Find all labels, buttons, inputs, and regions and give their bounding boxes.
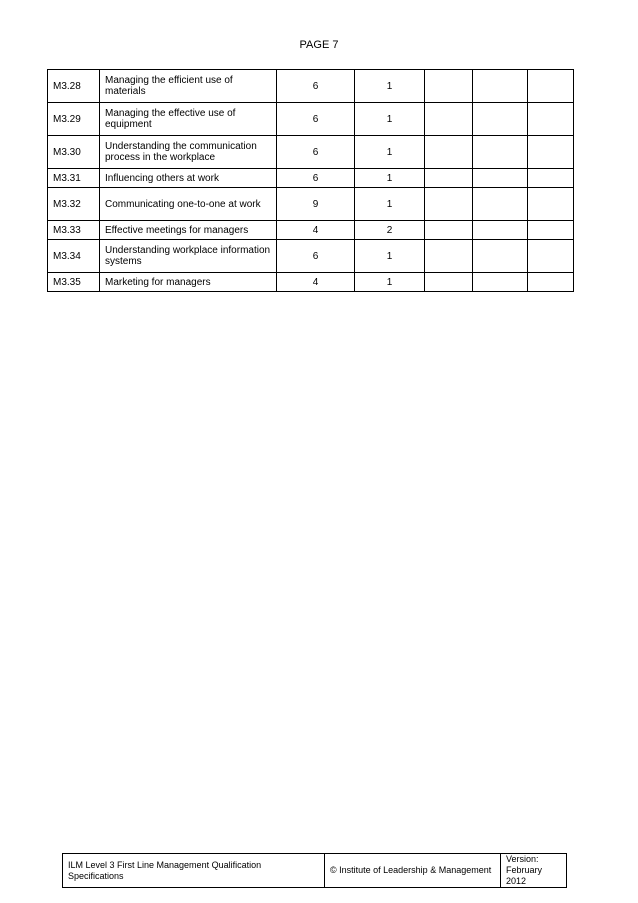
unit-title: Marketing for managers — [100, 273, 277, 292]
unit-credits: 6 — [277, 169, 355, 188]
unit-level-col: 1 — [355, 136, 425, 169]
empty-cell — [528, 221, 574, 240]
empty-cell — [473, 169, 528, 188]
unit-credits: 6 — [277, 70, 355, 103]
table-row — [48, 240, 574, 273]
unit-level-col: 1 — [355, 169, 425, 188]
unit-code: M3.32 — [48, 188, 100, 221]
unit-level-col: 1 — [355, 188, 425, 221]
empty-cell — [528, 169, 574, 188]
unit-code: M3.33 — [48, 221, 100, 240]
unit-credits: 9 — [277, 188, 355, 221]
empty-cell — [425, 188, 473, 221]
unit-level-col: 1 — [355, 273, 425, 292]
unit-code: M3.30 — [48, 136, 100, 169]
table-row — [48, 136, 574, 169]
unit-code: M3.31 — [48, 169, 100, 188]
footer-copyright: © Institute of Leadership & Management — [325, 854, 501, 888]
unit-credits: 4 — [277, 221, 355, 240]
unit-code: M3.29 — [48, 103, 100, 136]
footer-version: Version: February 2012 — [501, 854, 567, 888]
unit-title: Managing the efficient use of materials — [100, 70, 277, 103]
empty-cell — [473, 188, 528, 221]
table-row — [48, 188, 574, 221]
empty-cell — [473, 70, 528, 103]
unit-title: Managing the effective use of equipment — [100, 103, 277, 136]
page-footer — [62, 853, 567, 888]
table-row — [48, 273, 574, 292]
unit-title: Effective meetings for managers — [100, 221, 277, 240]
unit-title: Communicating one-to-one at work — [100, 188, 277, 221]
empty-cell — [425, 70, 473, 103]
empty-cell — [473, 221, 528, 240]
empty-cell — [528, 240, 574, 273]
empty-cell — [528, 70, 574, 103]
empty-cell — [528, 273, 574, 292]
unit-title: Understanding the communication process in the workplace — [100, 136, 277, 169]
empty-cell — [425, 169, 473, 188]
page-title: PAGE 7 — [299, 39, 339, 51]
unit-level-col: 1 — [355, 70, 425, 103]
unit-code: M3.28 — [48, 70, 100, 103]
empty-cell — [473, 136, 528, 169]
empty-cell — [473, 103, 528, 136]
table-row — [48, 169, 574, 188]
unit-level-col: 1 — [355, 103, 425, 136]
unit-level-col: 1 — [355, 240, 425, 273]
table-row — [48, 221, 574, 240]
empty-cell — [425, 240, 473, 273]
footer-spec-title: ILM Level 3 First Line Management Qualification Specifications — [63, 854, 325, 888]
unit-credits: 6 — [277, 136, 355, 169]
table-row — [48, 70, 574, 103]
empty-cell — [473, 273, 528, 292]
empty-cell — [528, 136, 574, 169]
empty-cell — [528, 103, 574, 136]
table-row — [48, 103, 574, 136]
unit-code: M3.34 — [48, 240, 100, 273]
unit-credits: 6 — [277, 103, 355, 136]
unit-code: M3.35 — [48, 273, 100, 292]
empty-cell — [528, 188, 574, 221]
unit-title: Understanding workplace information systems — [100, 240, 277, 273]
unit-level-col: 2 — [355, 221, 425, 240]
units-table — [47, 69, 574, 292]
unit-credits: 6 — [277, 240, 355, 273]
unit-title: Influencing others at work — [100, 169, 277, 188]
empty-cell — [425, 103, 473, 136]
empty-cell — [425, 273, 473, 292]
empty-cell — [425, 221, 473, 240]
empty-cell — [425, 136, 473, 169]
empty-cell — [473, 240, 528, 273]
unit-credits: 4 — [277, 273, 355, 292]
